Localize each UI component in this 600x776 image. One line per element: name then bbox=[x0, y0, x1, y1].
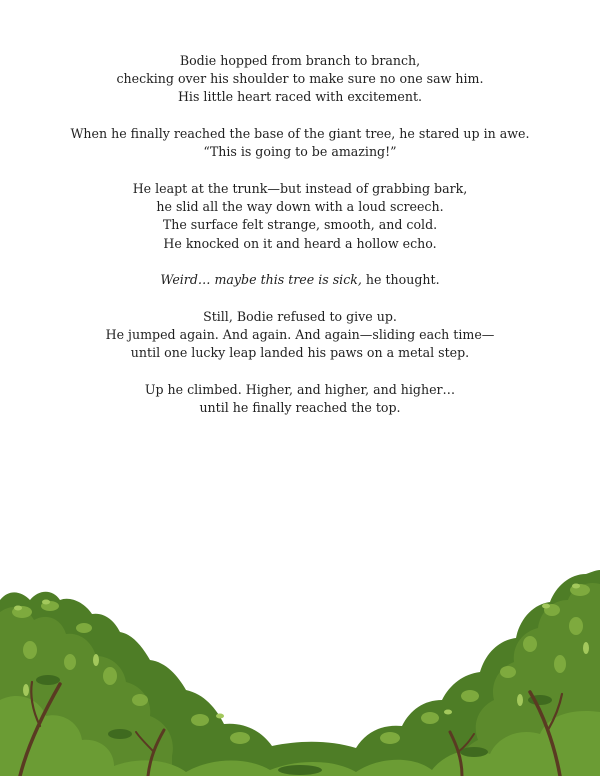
story-line: He leapt at the trunk—but instead of grabbing bark, bbox=[132, 181, 468, 197]
story-line bbox=[0, 271, 600, 289]
story-line: Bodie hopped from branch to branch, bbox=[179, 53, 421, 68]
story-line: He knocked on it and heard a hollow echo. bbox=[163, 235, 437, 251]
stanza-1 bbox=[0, 52, 600, 107]
bush-foliage-icon bbox=[0, 566, 600, 776]
story-line: until he finally reached the top. bbox=[199, 400, 401, 416]
story-text bbox=[0, 52, 600, 436]
story-line: “This is going to be amazing!” bbox=[203, 144, 397, 160]
stanza-5 bbox=[0, 308, 600, 363]
story-line: Still, Bodie refused to give up. bbox=[203, 309, 397, 325]
stanza-3 bbox=[0, 180, 600, 253]
stanza-6 bbox=[0, 381, 600, 417]
story-line: he slid all the way down with a loud screech. bbox=[156, 199, 444, 215]
story-line: until one lucky leap landed his paws on a metal step. bbox=[130, 345, 470, 361]
italic-thought: Weird… maybe this tree is sick, bbox=[160, 272, 362, 288]
story-line: Up he climbed. Higher, and higher, and higher… bbox=[144, 382, 456, 398]
story-line: When he finally reached the base of the giant tree, he stared up in awe. bbox=[70, 126, 530, 142]
thought-tag: he thought. bbox=[361, 272, 440, 288]
story-line: He jumped again. And again. And again—sliding each time— bbox=[105, 327, 495, 343]
story-line: His little heart raced with excitement. bbox=[177, 89, 423, 105]
story-line: checking over his shoulder to make sure no one saw him. bbox=[116, 71, 484, 87]
stanza-4 bbox=[0, 271, 600, 289]
story-line: The surface felt strange, smooth, and cold. bbox=[162, 217, 438, 233]
stanza-2 bbox=[0, 125, 600, 161]
